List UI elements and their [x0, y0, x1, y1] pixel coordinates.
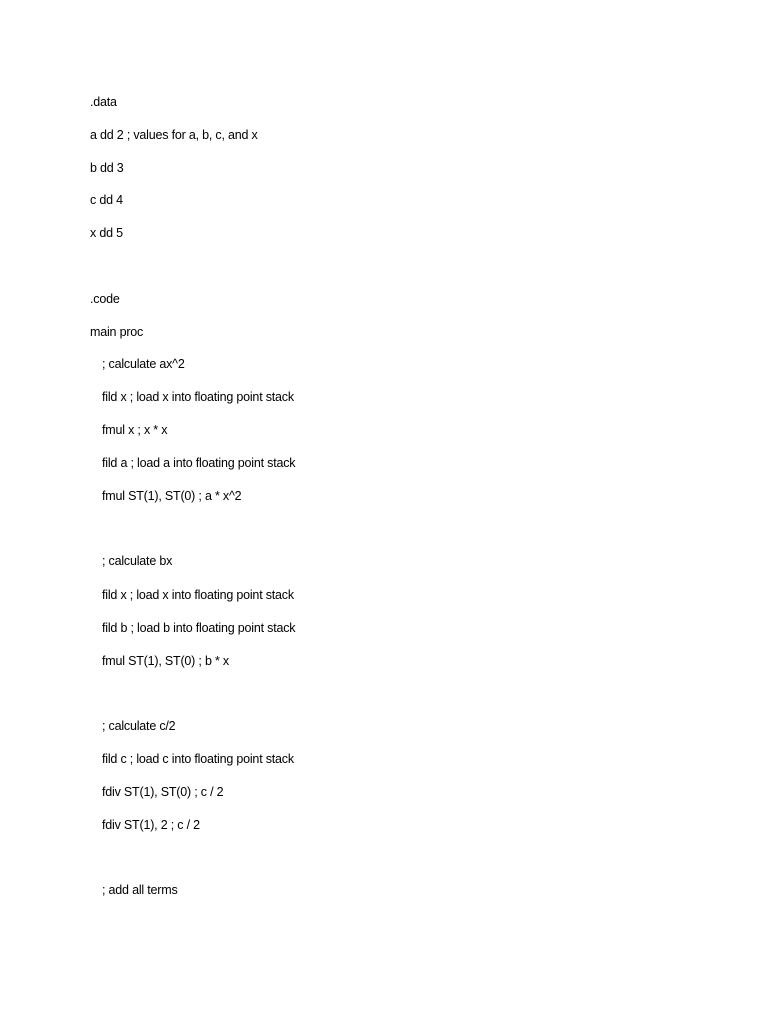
code-comment-c2: ; calculate c/2 — [102, 719, 176, 733]
code-line-var-b: b dd 3 — [90, 161, 124, 175]
code-line: fmul ST(1), ST(0) ; a * x^2 — [102, 489, 242, 503]
code-line: fmul x ; x * x — [102, 423, 168, 437]
code-line-code-directive: .code — [90, 292, 120, 306]
code-comment-bx: ; calculate bx — [102, 554, 173, 568]
code-line: fild a ; load a into floating point stack — [102, 456, 296, 470]
code-line: fild b ; load b into floating point stack — [102, 621, 296, 635]
code-line-var-x: x dd 5 — [90, 226, 123, 240]
code-line-main-proc: main proc — [90, 325, 144, 339]
code-line-var-a: a dd 2 ; values for a, b, c, and x — [90, 128, 258, 142]
code-line: fdiv ST(1), ST(0) ; c / 2 — [102, 785, 224, 799]
code-line: fmul ST(1), ST(0) ; b * x — [102, 654, 229, 668]
code-comment-add-terms: ; add all terms — [102, 883, 178, 897]
code-line-var-c: c dd 4 — [90, 193, 123, 207]
code-comment-ax2: ; calculate ax^2 — [102, 357, 185, 371]
code-line: fild x ; load x into floating point stack — [102, 390, 294, 404]
code-line-data-directive: .data — [90, 95, 117, 109]
code-line: fild x ; load x into floating point stack — [102, 588, 294, 602]
code-line: fild c ; load c into floating point stack — [102, 752, 294, 766]
code-line: fdiv ST(1), 2 ; c / 2 — [102, 818, 200, 832]
